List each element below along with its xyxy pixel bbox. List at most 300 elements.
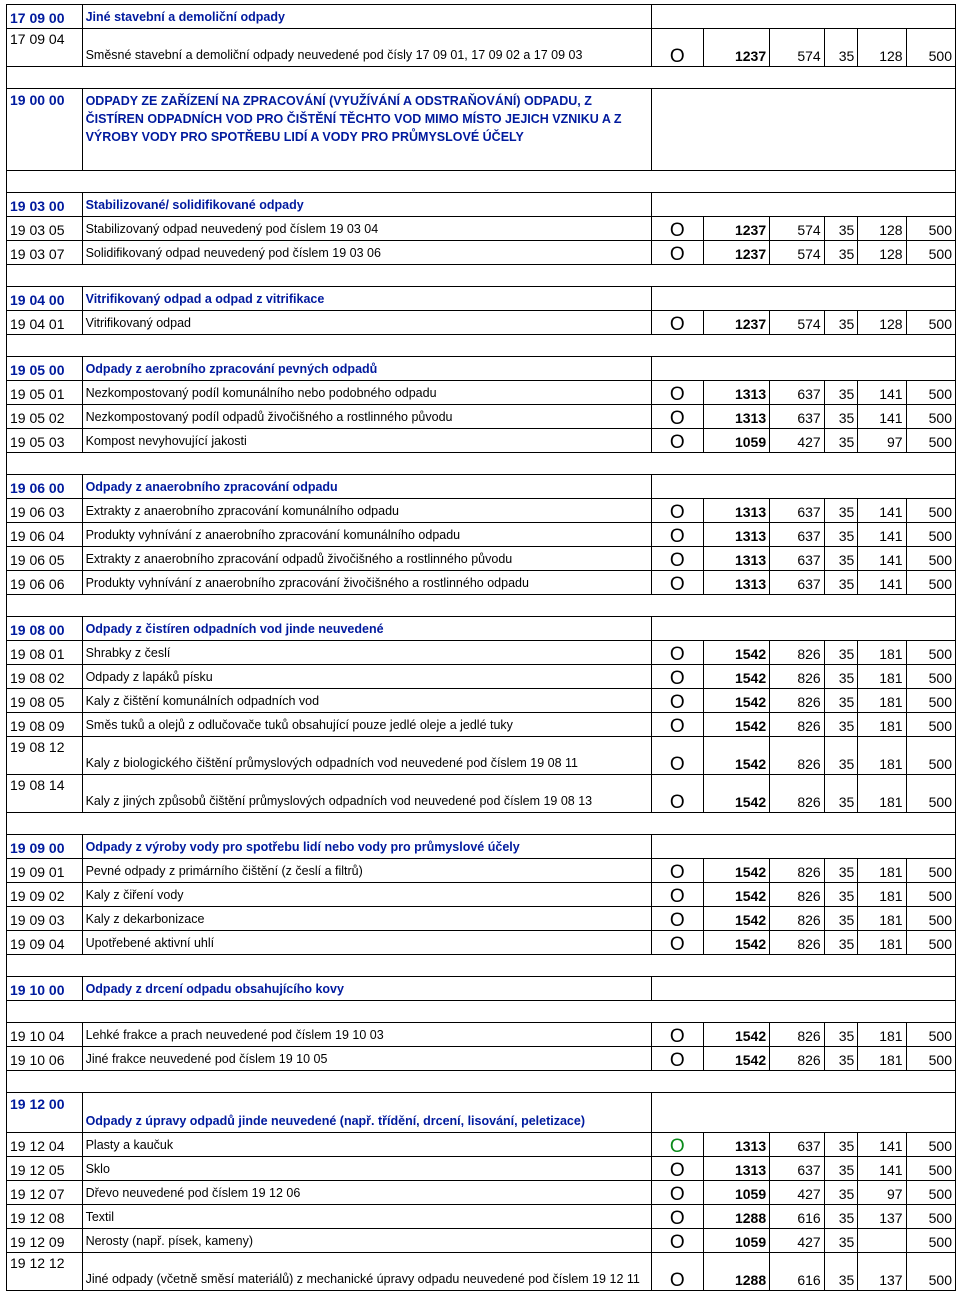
value-col-1: 1237 [704, 217, 770, 241]
waste-name: Extrakty z anaerobního zpracování odpadů živočišného a rostlinného původu [82, 547, 651, 571]
group-header-row [7, 475, 956, 499]
spacer-cell [7, 67, 83, 89]
spacer-cell [82, 813, 955, 835]
group-header-empty [651, 89, 955, 171]
group-title: Odpady z výroby vody pro spotřebu lidí nebo vody pro průmyslové účely [82, 835, 651, 859]
value-col-1: 1542 [704, 713, 770, 737]
value-col-2: 826 [770, 689, 825, 713]
value-col-5: 500 [906, 523, 955, 547]
waste-name: Jiné odpady (včetně směsí materiálů) z mechanické úpravy odpadu neuvedené pod číslem 19 12 11 [82, 1253, 651, 1291]
value-col-4: 141 [858, 547, 906, 571]
waste-name: Kaly z čištění komunálních odpadních vod [82, 689, 651, 713]
value-col-5: 500 [906, 1229, 955, 1253]
waste-category: O [651, 713, 703, 737]
waste-code: 19 06 06 [7, 571, 83, 595]
group-title: Vitrifikovaný odpad a odpad z vitrifikace [82, 287, 651, 311]
value-col-3: 35 [824, 381, 858, 405]
waste-item-row [7, 1253, 956, 1291]
waste-code: 19 09 03 [7, 907, 83, 931]
waste-code: 19 09 04 [7, 931, 83, 955]
value-col-2: 826 [770, 1023, 825, 1047]
waste-item-row [7, 1205, 956, 1229]
waste-code: 19 08 01 [7, 641, 83, 665]
waste-category: O [651, 1229, 703, 1253]
waste-name: Kompost nevyhovující jakosti [82, 429, 651, 453]
value-col-5: 500 [906, 689, 955, 713]
value-col-4: 128 [858, 311, 906, 335]
waste-name: Kaly z jiných způsobů čištění průmyslových odpadních vod neuvedené pod číslem 19 08 13 [82, 775, 651, 813]
value-col-4: 128 [858, 241, 906, 265]
waste-item-row [7, 1047, 956, 1071]
waste-item-row [7, 859, 956, 883]
value-col-1: 1542 [704, 641, 770, 665]
value-col-3: 35 [824, 859, 858, 883]
value-col-2: 826 [770, 907, 825, 931]
value-col-5: 500 [906, 499, 955, 523]
value-col-3: 35 [824, 1205, 858, 1229]
waste-code: 19 12 04 [7, 1133, 83, 1157]
group-title: Odpady z anaerobního zpracování odpadu [82, 475, 651, 499]
value-col-4: 128 [858, 217, 906, 241]
value-col-4: 141 [858, 523, 906, 547]
waste-item-row [7, 641, 956, 665]
waste-category: O [651, 931, 703, 955]
waste-item-row [7, 689, 956, 713]
value-col-3: 35 [824, 547, 858, 571]
group-code: 19 10 00 [7, 977, 83, 1001]
value-col-3: 35 [824, 907, 858, 931]
waste-code: 19 12 08 [7, 1205, 83, 1229]
waste-item-row [7, 775, 956, 813]
waste-category: O [651, 689, 703, 713]
value-col-5: 500 [906, 1133, 955, 1157]
spacer-cell [82, 595, 955, 617]
value-col-3: 35 [824, 775, 858, 813]
waste-item-row [7, 523, 956, 547]
waste-code: 19 10 06 [7, 1047, 83, 1071]
value-col-2: 637 [770, 1133, 825, 1157]
value-col-1: 1542 [704, 907, 770, 931]
waste-name: Produkty vyhnívání z anaerobního zpracování komunálního odpadu [82, 523, 651, 547]
value-col-2: 637 [770, 1157, 825, 1181]
waste-category: O [651, 1047, 703, 1071]
group-title: Jiné stavební a demoliční odpady [82, 5, 651, 29]
value-col-2: 637 [770, 499, 825, 523]
waste-name: Jiné frakce neuvedené pod číslem 19 10 05 [82, 1047, 651, 1071]
value-col-3: 35 [824, 1253, 858, 1291]
value-col-4: 128 [858, 29, 906, 67]
value-col-3: 35 [824, 241, 858, 265]
waste-category: O [651, 547, 703, 571]
spacer-cell [7, 955, 83, 977]
value-col-2: 826 [770, 641, 825, 665]
value-col-5: 500 [906, 1047, 955, 1071]
waste-name: Textil [82, 1205, 651, 1229]
waste-name: Kaly z čiření vody [82, 883, 651, 907]
group-header-empty [651, 835, 955, 859]
group-title: Stabilizované/ solidifikované odpady [82, 193, 651, 217]
waste-code: 19 03 05 [7, 217, 83, 241]
waste-category: O [651, 1133, 703, 1157]
value-col-4: 181 [858, 1023, 906, 1047]
group-header-row [7, 89, 956, 171]
waste-code: 19 12 07 [7, 1181, 83, 1205]
waste-name: Sklo [82, 1157, 651, 1181]
value-col-2: 637 [770, 547, 825, 571]
spacer-cell [82, 1071, 955, 1093]
value-col-1: 1059 [704, 1181, 770, 1205]
value-col-3: 35 [824, 1133, 858, 1157]
waste-item-row [7, 547, 956, 571]
group-header-empty [651, 5, 955, 29]
spacer-cell [7, 1001, 83, 1023]
spacer-row [7, 67, 956, 89]
waste-catalogue-table [6, 4, 956, 1291]
group-title: Odpady z čistíren odpadních vod jinde neuvedené [82, 617, 651, 641]
value-col-1: 1542 [704, 931, 770, 955]
value-col-5: 500 [906, 241, 955, 265]
waste-category: O [651, 883, 703, 907]
waste-category: O [651, 907, 703, 931]
value-col-3: 35 [824, 931, 858, 955]
group-header-row [7, 1093, 956, 1133]
waste-category: O [651, 775, 703, 813]
waste-item-row [7, 311, 956, 335]
group-header-empty [651, 977, 955, 1001]
value-col-2: 826 [770, 931, 825, 955]
waste-item-row [7, 907, 956, 931]
waste-code: 19 05 03 [7, 429, 83, 453]
value-col-1: 1313 [704, 499, 770, 523]
waste-category: O [651, 1205, 703, 1229]
waste-category: O [651, 311, 703, 335]
value-col-4: 181 [858, 931, 906, 955]
value-col-5: 500 [906, 713, 955, 737]
value-col-3: 35 [824, 1023, 858, 1047]
value-col-5: 500 [906, 405, 955, 429]
waste-category: O [651, 571, 703, 595]
value-col-3: 35 [824, 499, 858, 523]
value-col-2: 826 [770, 737, 825, 775]
value-col-4: 181 [858, 737, 906, 775]
spacer-row [7, 955, 956, 977]
spacer-cell [7, 1071, 83, 1093]
value-col-1: 1313 [704, 381, 770, 405]
waste-category: O [651, 217, 703, 241]
group-title: Odpady z úpravy odpadů jinde neuvedené (např. třídění, drcení, lisování, peletizace) [82, 1093, 651, 1133]
value-col-2: 616 [770, 1253, 825, 1291]
waste-name: Kaly z dekarbonizace [82, 907, 651, 931]
waste-item-row [7, 405, 956, 429]
waste-code: 19 08 02 [7, 665, 83, 689]
spacer-row [7, 171, 956, 193]
value-col-3: 35 [824, 571, 858, 595]
value-col-1: 1313 [704, 405, 770, 429]
value-col-4: 97 [858, 429, 906, 453]
value-col-1: 1313 [704, 547, 770, 571]
waste-item-row [7, 883, 956, 907]
value-col-1: 1542 [704, 737, 770, 775]
value-col-4: 181 [858, 859, 906, 883]
waste-category: O [651, 29, 703, 67]
value-col-5: 500 [906, 429, 955, 453]
value-col-5: 500 [906, 859, 955, 883]
value-col-4 [858, 1229, 906, 1253]
value-col-4: 141 [858, 1133, 906, 1157]
value-col-1: 1542 [704, 775, 770, 813]
value-col-5: 500 [906, 1181, 955, 1205]
value-col-4: 181 [858, 1047, 906, 1071]
waste-code: 19 05 02 [7, 405, 83, 429]
value-col-3: 35 [824, 737, 858, 775]
value-col-2: 574 [770, 29, 825, 67]
value-col-5: 500 [906, 311, 955, 335]
value-col-5: 500 [906, 1157, 955, 1181]
waste-name: Nezkompostovaný podíl odpadů živočišného a rostlinného původu [82, 405, 651, 429]
waste-name: Směsné stavební a demoliční odpady neuvedené pod čísly 17 09 01, 17 09 02 a 17 09 03 [82, 29, 651, 67]
value-col-2: 427 [770, 1181, 825, 1205]
waste-category: O [651, 1253, 703, 1291]
group-header-empty [651, 1093, 955, 1133]
waste-name: Shrabky z česlí [82, 641, 651, 665]
spacer-row [7, 813, 956, 835]
value-col-4: 181 [858, 775, 906, 813]
value-col-5: 500 [906, 1023, 955, 1047]
waste-category: O [651, 381, 703, 405]
spacer-cell [82, 171, 955, 193]
group-code: 19 09 00 [7, 835, 83, 859]
waste-item-row [7, 931, 956, 955]
value-col-1: 1313 [704, 1133, 770, 1157]
value-col-1: 1542 [704, 859, 770, 883]
value-col-1: 1237 [704, 241, 770, 265]
waste-name: Nerosty (např. písek, kameny) [82, 1229, 651, 1253]
value-col-2: 574 [770, 217, 825, 241]
group-header-empty [651, 287, 955, 311]
table-body [7, 5, 956, 1291]
waste-item-row [7, 1181, 956, 1205]
waste-item-row [7, 737, 956, 775]
value-col-2: 427 [770, 429, 825, 453]
waste-name: Produkty vyhnívání z anaerobního zpracování živočišného a rostlinného odpadu [82, 571, 651, 595]
group-header-empty [651, 357, 955, 381]
value-col-3: 35 [824, 883, 858, 907]
value-col-4: 181 [858, 883, 906, 907]
value-col-3: 35 [824, 1181, 858, 1205]
spacer-cell [7, 595, 83, 617]
value-col-5: 500 [906, 665, 955, 689]
waste-category: O [651, 665, 703, 689]
spacer-row [7, 335, 956, 357]
value-col-1: 1542 [704, 1023, 770, 1047]
group-header-empty [651, 617, 955, 641]
value-col-2: 427 [770, 1229, 825, 1253]
value-col-3: 35 [824, 217, 858, 241]
group-code: 19 06 00 [7, 475, 83, 499]
value-col-2: 826 [770, 665, 825, 689]
value-col-4: 141 [858, 405, 906, 429]
waste-code: 19 08 14 [7, 775, 83, 813]
group-header-empty [651, 193, 955, 217]
spacer-row [7, 1001, 956, 1023]
value-col-1: 1288 [704, 1205, 770, 1229]
value-col-2: 826 [770, 775, 825, 813]
spacer-cell [82, 265, 955, 287]
value-col-1: 1542 [704, 665, 770, 689]
value-col-1: 1059 [704, 1229, 770, 1253]
spacer-row [7, 265, 956, 287]
group-code: 17 09 00 [7, 5, 83, 29]
group-header-row [7, 977, 956, 1001]
value-col-4: 137 [858, 1253, 906, 1291]
waste-name: Kaly z biologického čištění průmyslových odpadních vod neuvedené pod číslem 19 08 11 [82, 737, 651, 775]
value-col-4: 97 [858, 1181, 906, 1205]
waste-item-row [7, 1133, 956, 1157]
value-col-3: 35 [824, 713, 858, 737]
group-title: Odpady z drcení odpadu obsahujícího kovy [82, 977, 651, 1001]
waste-item-row [7, 665, 956, 689]
value-col-5: 500 [906, 883, 955, 907]
value-col-2: 637 [770, 571, 825, 595]
value-col-1: 1288 [704, 1253, 770, 1291]
value-col-1: 1237 [704, 29, 770, 67]
spacer-cell [7, 335, 83, 357]
value-col-5: 500 [906, 29, 955, 67]
value-col-3: 35 [824, 29, 858, 67]
value-col-3: 35 [824, 665, 858, 689]
group-title: Odpady z aerobního zpracování pevných odpadů [82, 357, 651, 381]
waste-category: O [651, 241, 703, 265]
value-col-4: 181 [858, 713, 906, 737]
waste-name: Stabilizovaný odpad neuvedený pod číslem 19 03 04 [82, 217, 651, 241]
value-col-2: 574 [770, 311, 825, 335]
value-col-3: 35 [824, 429, 858, 453]
spacer-row [7, 1071, 956, 1093]
value-col-3: 35 [824, 1157, 858, 1181]
waste-category: O [651, 641, 703, 665]
spacer-cell [82, 1001, 955, 1023]
value-col-3: 35 [824, 1229, 858, 1253]
waste-name: Nezkompostovaný podíl komunálního nebo podobného odpadu [82, 381, 651, 405]
value-col-1: 1313 [704, 1157, 770, 1181]
waste-catalogue-page [6, 4, 956, 1291]
group-title: ODPADY ZE ZAŘÍZENÍ NA ZPRACOVÁNÍ (VYUŽÍVÁNÍ A ODSTRAŇOVÁNÍ) ODPADU, Z ČISTÍREN ODPADNÍCH VOD PRO ČIŠTĚNÍ TĚCHTO VOD MIMO MÍSTO JEJICH VZNIKU A Z VÝROBY VODY PRO SPOTŘEBU LIDÍ A VODY PRO PRŮMYSLOVÉ ÚČELY [82, 89, 651, 171]
value-col-4: 181 [858, 641, 906, 665]
waste-name: Vitrifikovaný odpad [82, 311, 651, 335]
waste-code: 19 08 12 [7, 737, 83, 775]
group-header-row [7, 287, 956, 311]
group-code: 19 05 00 [7, 357, 83, 381]
value-col-2: 826 [770, 1047, 825, 1071]
waste-category: O [651, 429, 703, 453]
waste-code: 19 12 05 [7, 1157, 83, 1181]
value-col-5: 500 [906, 1253, 955, 1291]
waste-code: 19 12 12 [7, 1253, 83, 1291]
waste-category: O [651, 1157, 703, 1181]
waste-code: 19 06 04 [7, 523, 83, 547]
waste-code: 17 09 04 [7, 29, 83, 67]
group-header-row [7, 835, 956, 859]
value-col-5: 500 [906, 931, 955, 955]
value-col-5: 500 [906, 907, 955, 931]
value-col-4: 181 [858, 689, 906, 713]
waste-item-row [7, 499, 956, 523]
value-col-3: 35 [824, 311, 858, 335]
group-code: 19 12 00 [7, 1093, 83, 1133]
value-col-5: 500 [906, 571, 955, 595]
waste-code: 19 08 09 [7, 713, 83, 737]
waste-name: Upotřebené aktivní uhlí [82, 931, 651, 955]
value-col-4: 141 [858, 571, 906, 595]
value-col-5: 500 [906, 1205, 955, 1229]
value-col-3: 35 [824, 523, 858, 547]
group-code: 19 04 00 [7, 287, 83, 311]
spacer-cell [82, 955, 955, 977]
value-col-2: 637 [770, 381, 825, 405]
value-col-1: 1542 [704, 1047, 770, 1071]
value-col-1: 1313 [704, 571, 770, 595]
waste-item-row [7, 571, 956, 595]
waste-category: O [651, 859, 703, 883]
value-col-2: 826 [770, 859, 825, 883]
waste-category: O [651, 499, 703, 523]
value-col-4: 181 [858, 907, 906, 931]
waste-name: Dřevo neuvedené pod číslem 19 12 06 [82, 1181, 651, 1205]
waste-code: 19 09 01 [7, 859, 83, 883]
waste-item-row [7, 29, 956, 67]
waste-code: 19 05 01 [7, 381, 83, 405]
group-header-row [7, 5, 956, 29]
value-col-1: 1059 [704, 429, 770, 453]
group-header-row [7, 617, 956, 641]
value-col-3: 35 [824, 689, 858, 713]
spacer-cell [7, 171, 83, 193]
spacer-cell [7, 813, 83, 835]
waste-item-row [7, 1023, 956, 1047]
waste-name: Směs tuků a olejů z odlučovače tuků obsahující pouze jedlé oleje a jedlé tuky [82, 713, 651, 737]
value-col-1: 1237 [704, 311, 770, 335]
waste-item-row [7, 713, 956, 737]
value-col-2: 826 [770, 713, 825, 737]
waste-code: 19 06 03 [7, 499, 83, 523]
value-col-2: 616 [770, 1205, 825, 1229]
waste-category: O [651, 1023, 703, 1047]
value-col-3: 35 [824, 405, 858, 429]
waste-code: 19 09 02 [7, 883, 83, 907]
waste-name: Extrakty z anaerobního zpracování komunálního odpadu [82, 499, 651, 523]
waste-code: 19 12 09 [7, 1229, 83, 1253]
value-col-4: 141 [858, 499, 906, 523]
value-col-1: 1542 [704, 689, 770, 713]
waste-code: 19 04 01 [7, 311, 83, 335]
spacer-cell [82, 67, 955, 89]
waste-item-row [7, 1157, 956, 1181]
value-col-1: 1313 [704, 523, 770, 547]
waste-category: O [651, 405, 703, 429]
spacer-cell [82, 335, 955, 357]
value-col-2: 637 [770, 523, 825, 547]
value-col-1: 1542 [704, 883, 770, 907]
waste-category: O [651, 1181, 703, 1205]
value-col-2: 574 [770, 241, 825, 265]
waste-code: 19 08 05 [7, 689, 83, 713]
waste-code: 19 06 05 [7, 547, 83, 571]
waste-name: Pevné odpady z primárního čištění (z česlí a filtrů) [82, 859, 651, 883]
group-code: 19 03 00 [7, 193, 83, 217]
group-header-row [7, 193, 956, 217]
value-col-5: 500 [906, 775, 955, 813]
value-col-2: 637 [770, 405, 825, 429]
